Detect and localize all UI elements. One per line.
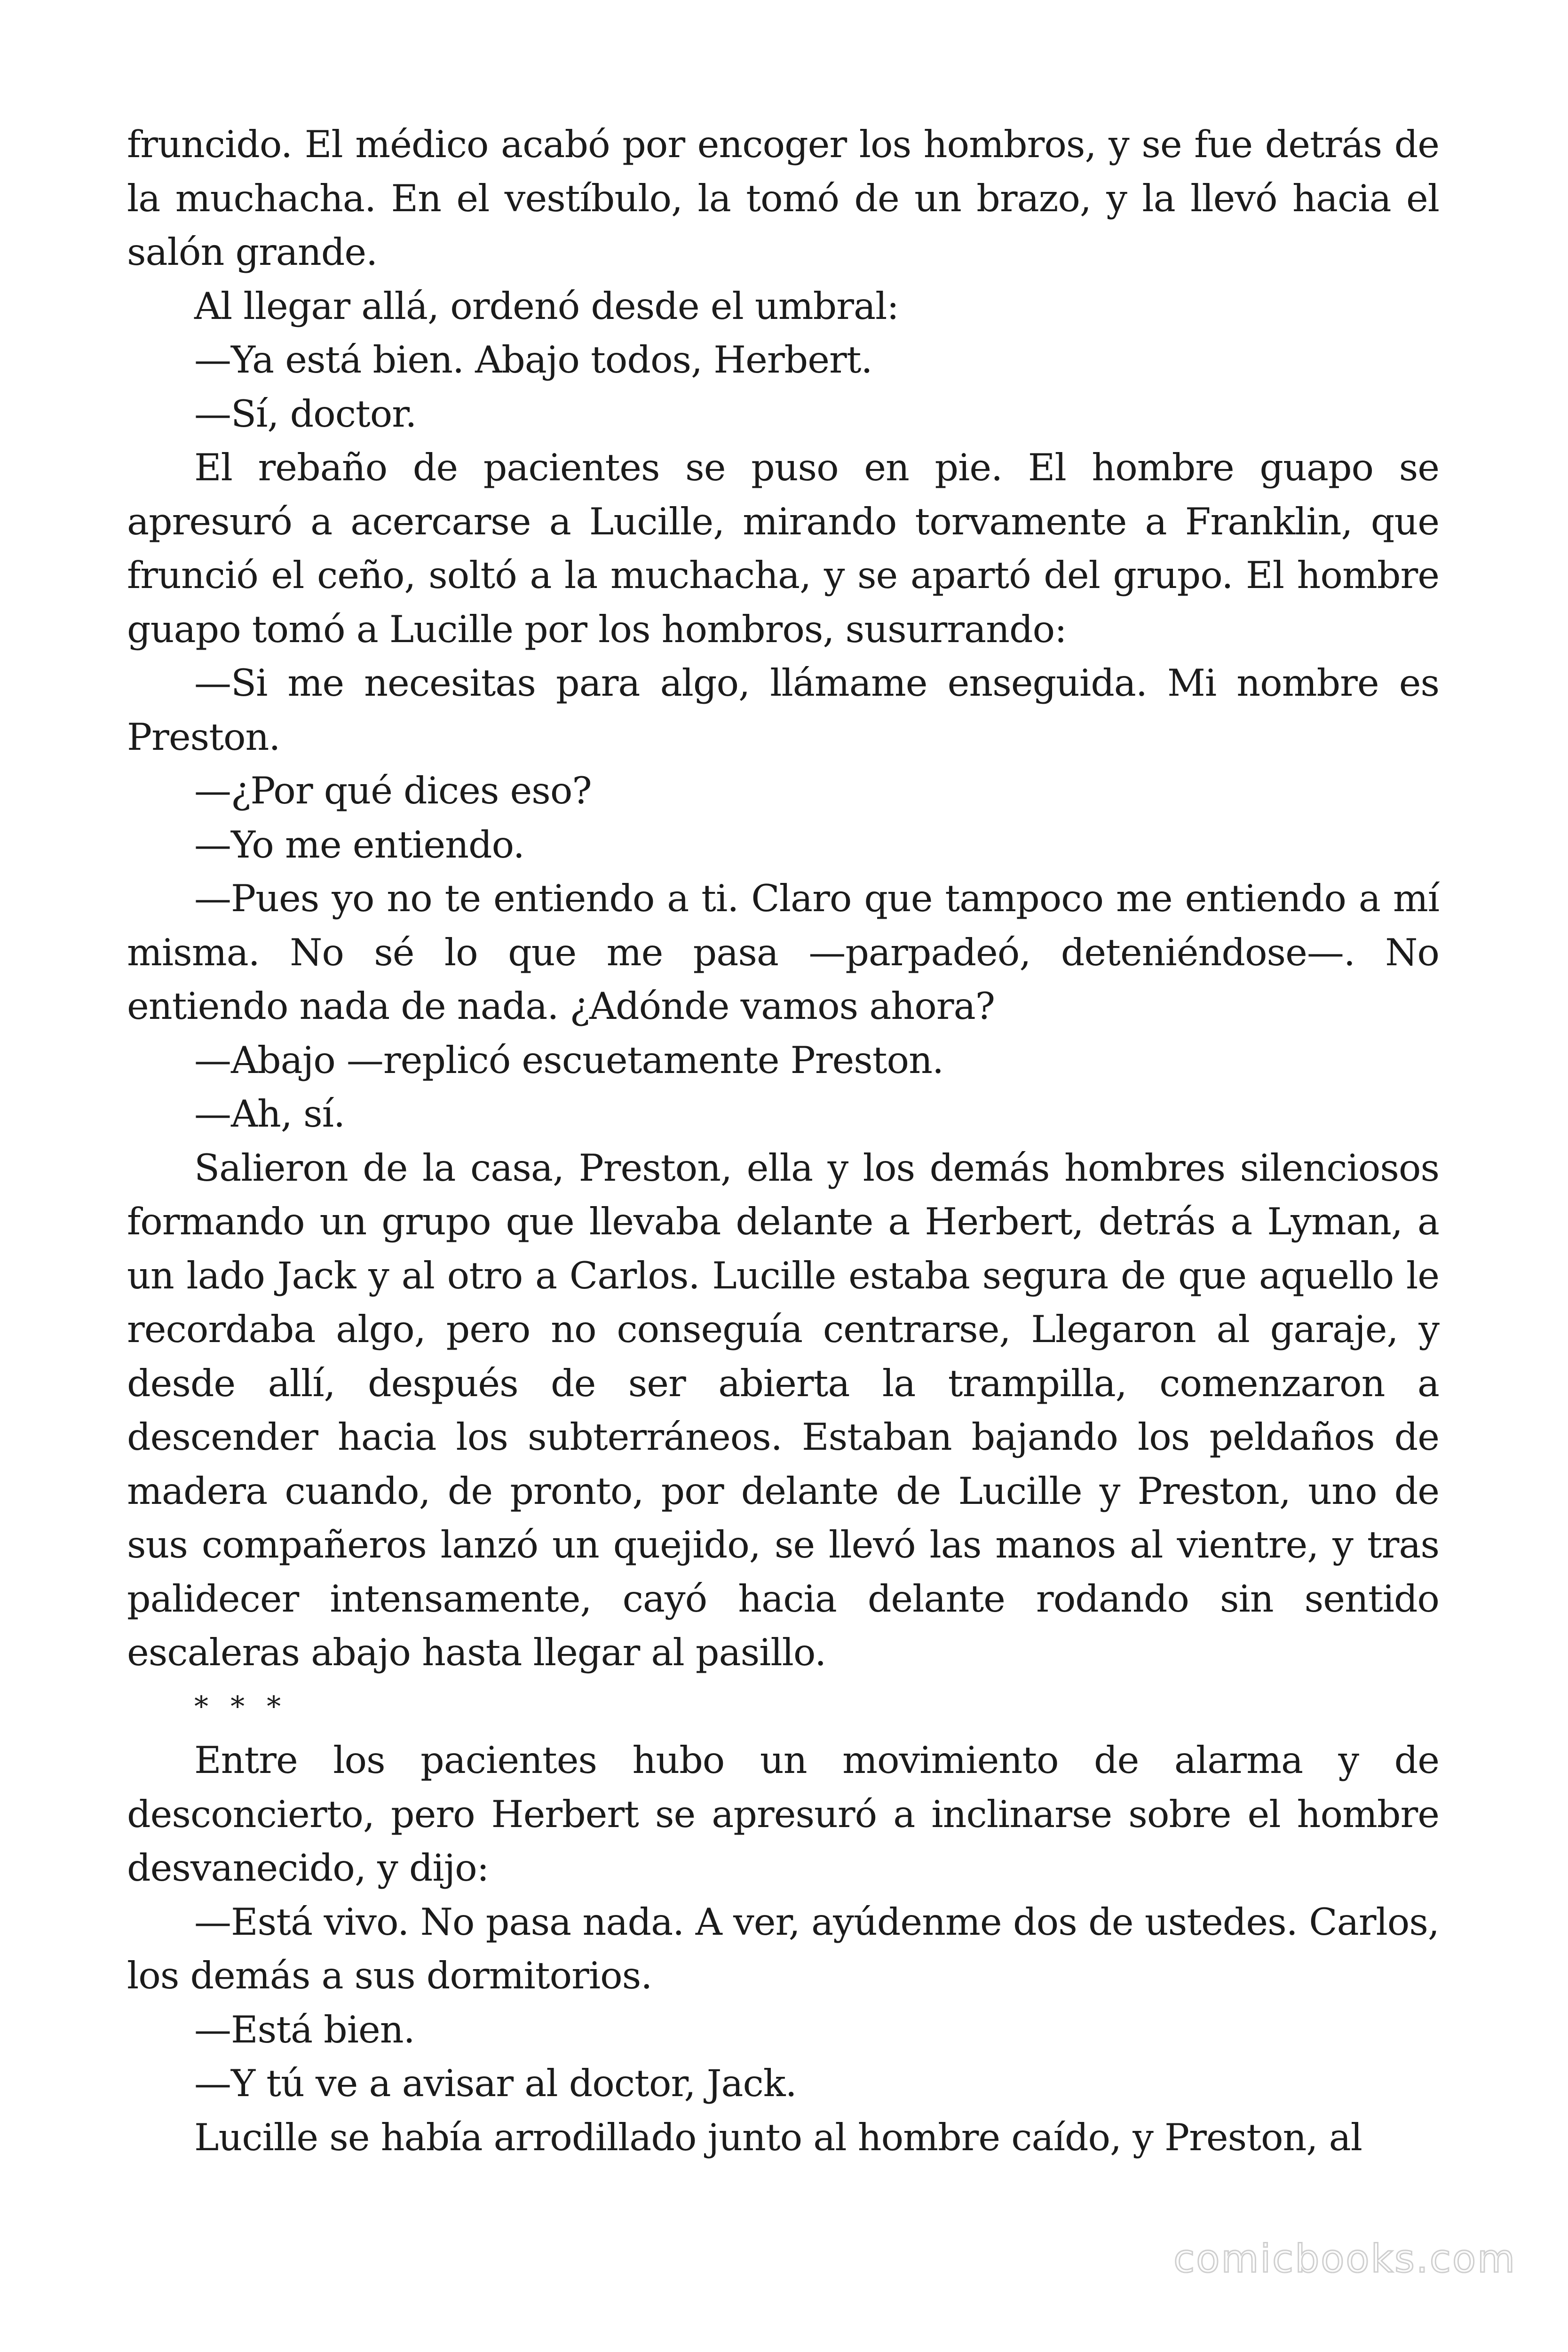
- paragraph: —Abajo —replicó escuetamente Preston.: [194, 1038, 944, 1082]
- paragraph: Lucille se había arrodillado junto al hombre caído, y Preston, al: [194, 2115, 1362, 2159]
- paragraph: —Yo me entiendo.: [194, 823, 524, 866]
- paragraph: —Si me necesitas para algo, llámame enseguida. Mi nombre es Preston.: [127, 661, 1439, 759]
- paragraph: Entre los pacientes hubo un movimiento de alarma y de desconcierto, pero Herbert se apresuró a inclinarse sobre el hombre desvanecido, y dijo:: [127, 1739, 1439, 1890]
- paragraph: —Está vivo. No pasa nada. A ver, ayúdenme dos de ustedes. Carlos, los demás a sus dormitorios.: [127, 1900, 1439, 1997]
- paragraph: —Sí, doctor.: [194, 392, 417, 436]
- paragraph: Salieron de la casa, Preston, ella y los demás hombres silenciosos formando un grupo que llevaba delante a Herbert, detrás a Lyman, a un lado Jack y al otro a Carlos. Lucille estaba segura de que aquello le recordaba algo, pero no conseguía centrarse, Llegaron al garaje, y desde allí, después de ser abierta la trampilla, comenzaron a descender hacia los subterráneos. Estaban bajando los peldaños de madera cuando, de pronto, por delante de Lucille y Preston, uno de sus compañeros lanzó un quejido, se llevó las manos al vientre, y tras palidecer intensamente, cayó hacia delante rodando sin sentido escaleras abajo hasta llegar al pasillo.: [127, 1146, 1439, 1674]
- paragraph: —Ah, sí.: [194, 1092, 345, 1136]
- paragraph: —¿Por qué dices eso?: [194, 769, 592, 812]
- paragraph: fruncido. El médico acabó por encoger los hombros, y se fue detrás de la muchacha. En el vestíbulo, la tomó de un brazo, y la llevó hacia el salón grande.: [127, 123, 1439, 274]
- paragraph: —Pues yo no te entiendo a ti. Claro que tampoco me entiendo a mí misma. No sé lo que me pasa —parpadeó, deteniéndose—. No entiendo nada de nada. ¿Adónde vamos ahora?: [127, 877, 1439, 1028]
- paragraph: —Está bien.: [194, 2008, 415, 2051]
- watermark: comicbooks.com: [1173, 2237, 1516, 2281]
- body-text: [127, 118, 1439, 2164]
- paragraph: —Y tú ve a avisar al doctor, Jack.: [194, 2062, 797, 2105]
- paragraph: El rebaño de pacientes se puso en pie. El hombre guapo se apresuró a acercarse a Lucille, mirando torvamente a Franklin, que frunció el ceño, soltó a la muchacha, y se apartó del grupo. El hombre guapo tomó a Lucille por los hombros, susurrando:: [127, 446, 1439, 651]
- paragraph: —Ya está bien. Abajo todos, Herbert.: [194, 338, 872, 381]
- paragraph: Al llegar allá, ordenó desde el umbral:: [194, 284, 899, 328]
- section-separator: * * *: [194, 1690, 288, 1723]
